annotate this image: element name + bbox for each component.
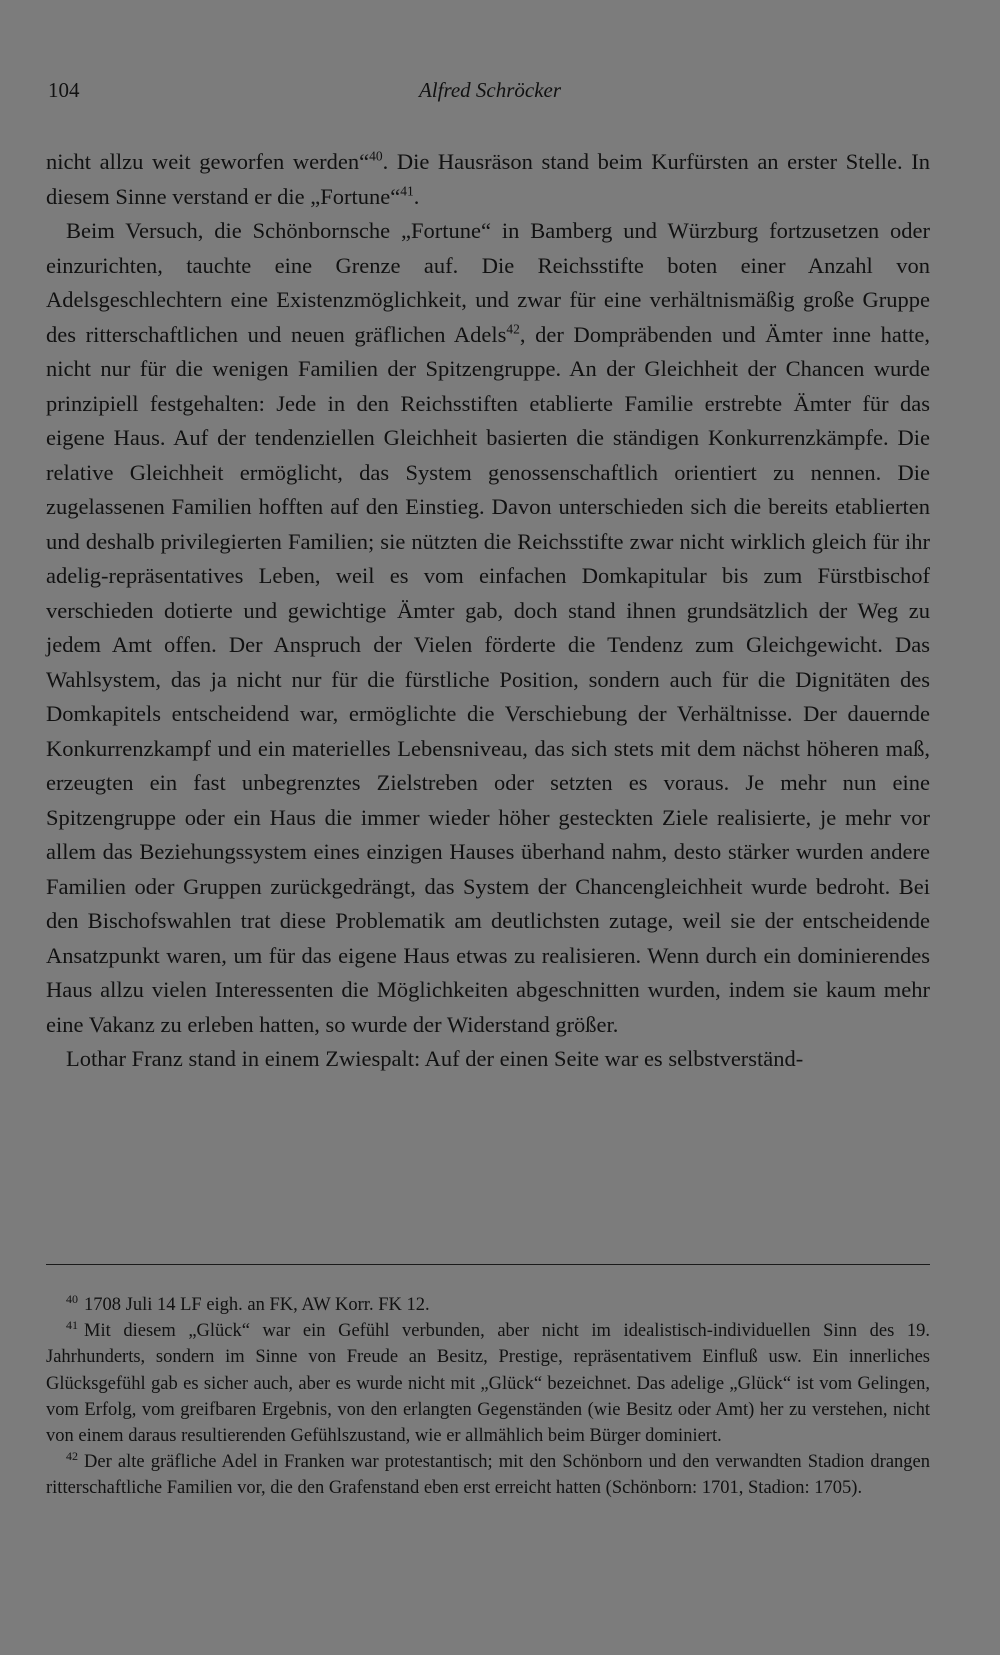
paragraph-2-text-b: , der Dompräbenden und Ämter inne hatte, nicht nur für die wenigen Familien der Spitzengruppe. An der Gleichheit der Chancen wurde prinzipiell festgehalten: Jede in den Reichsstiften etablierte Familie erstrebte Ämter für das eigene Haus. Auf der tendenziellen Gleichheit basierten die ständigen Konkurrenzkämpfe. Die relative Gleichheit ermöglicht, das System genossenschaftlich orientiert zu nennen. Die zugelassenen Familien hofften auf den Einstieg. Davon unterschieden sich die bereits etablierten und deshalb privilegierten Familien; sie nützten die Reichsstifte zwar nicht wirklich gleich für ihr adelig-repräsentatives Leben, weil es vom einfachen Domkapitular bis zum Fürstbischof verschieden dotierte und gewichtige Ämter gab, doch stand ihnen grundsätzlich der Weg zu jedem Amt offen. Der Anspruch der Vielen förderte die Tendenz zum Gleichgewicht. Das Wahlsystem, das ja nicht nur für die fürstliche Position, sondern auch für die Dignitäten des Domkapitels entscheidend war, ermöglichte die Verschiebung der Verhältnisse. Der dauernde Konkurrenzkampf und ein materielles Lebensniveau, das sich stets mit dem nächst höheren maß, erzeugten ein fast unbegrenztes Zielstreben oder setzten es voraus. Je mehr nun eine Spitzengruppe oder ein Haus die immer wieder höher gesteckten Ziele realisierte, je mehr vor allem das Beziehungssystem eines einzigen Hauses überhand nahm, desto stärker wurden andere Familien oder Gruppen zurückgedrängt, das System der Chancengleichheit wurde bedroht. Bei den Bischofswahlen trat diese Problematik am deutlichsten zutage, weil sie der entscheidende Ansatzpunkt waren, um für das eigene Haus etwas zu realisieren. Wenn durch ein dominierendes Haus allzu vielen Interessenten die Möglichkeiten abgeschnitten wurden, indem sie kaum mehr eine Vakanz zu erleben hatten, so wurde der Widerstand größer. xyxy=(46,321,930,1037)
paragraph-2 xyxy=(46,214,930,1042)
paragraph-2-text-a: Beim Versuch, die Schönbornsche „Fortune“ in Bamberg und Würzburg fortzusetzen oder einzurichten, tauchte eine Grenze auf. Die Reichsstifte boten einer Anzahl von Adelsgeschlechtern eine Existenzmöglichkeit, und zwar für eine verhältnismäßig große Gruppe des ritterschaftlichen und neuen gräflichen Adels xyxy=(46,218,930,347)
paragraph-3 xyxy=(46,1042,930,1077)
running-head: Alfred Schröcker xyxy=(418,78,562,102)
main-text xyxy=(46,145,930,1077)
page-number: 104 xyxy=(48,78,80,102)
footnote-ref-42[interactable]: 42 xyxy=(506,321,520,336)
footnote-42 xyxy=(46,1449,930,1501)
paragraph-1-text-c: . xyxy=(413,183,420,209)
page-header xyxy=(48,78,932,108)
paragraph-1-text-a: nicht allzu weit geworfen werden“ xyxy=(46,149,370,174)
footnote-text: 1708 Juli 14 LF eigh. an FK, AW Korr. FK 12. xyxy=(84,1295,430,1315)
footnotes xyxy=(46,1292,930,1502)
footnote-number: 40 xyxy=(66,1291,79,1306)
footnote-41 xyxy=(46,1318,930,1449)
paragraph-3-text: Lothar Franz stand in einem Zwiespalt: Auf der einen Seite war es selbstverständ- xyxy=(66,1046,804,1071)
footnote-ref-41[interactable]: 41 xyxy=(400,183,414,198)
footnote-number: 42 xyxy=(66,1449,79,1464)
paragraph-1 xyxy=(46,145,930,214)
footnote-text: Mit diesem „Glück“ war ein Gefühl verbunden, aber nicht im idealistisch-individuellen Sinn des 19. Jahrhunderts, sondern im Sinne von Freude an Besitz, Prestige, repräsentativem Einfluß usw. Ein innerliches Glücksgefühl gab es sicher auch, aber es wurde nicht mit „Glück“ bezeichnet. Das adelige „Glück“ ist vom Gelingen, vom Erfolg, vom greifbaren Ergebnis, von den erlangten Gegenständen (wie Besitz oder Amt) her zu verstehen, nicht von einem daraus resultierenden Gefühlszustand, wie er allmählich beim Bürger dominiert. xyxy=(46,1321,930,1447)
footnote-number: 41 xyxy=(66,1318,79,1333)
footnote-text: Der alte gräfliche Adel in Franken war protestantisch; mit den Schönborn und den verwandten Stadion drangen ritterschaftliche Familien vor, die den Grafenstand eben erst erreicht hatten (Schönborn: 1701, Stadion: 1705). xyxy=(46,1452,930,1499)
footnote-separator xyxy=(46,1264,930,1265)
paragraph-1-text-b: . Die Hausräson stand beim Kurfürsten an erster Stelle. In diesem Sinne verstand er die „Fortune“ xyxy=(46,149,930,209)
footnote-40 xyxy=(46,1292,930,1318)
footnote-ref-40[interactable]: 40 xyxy=(369,148,383,164)
